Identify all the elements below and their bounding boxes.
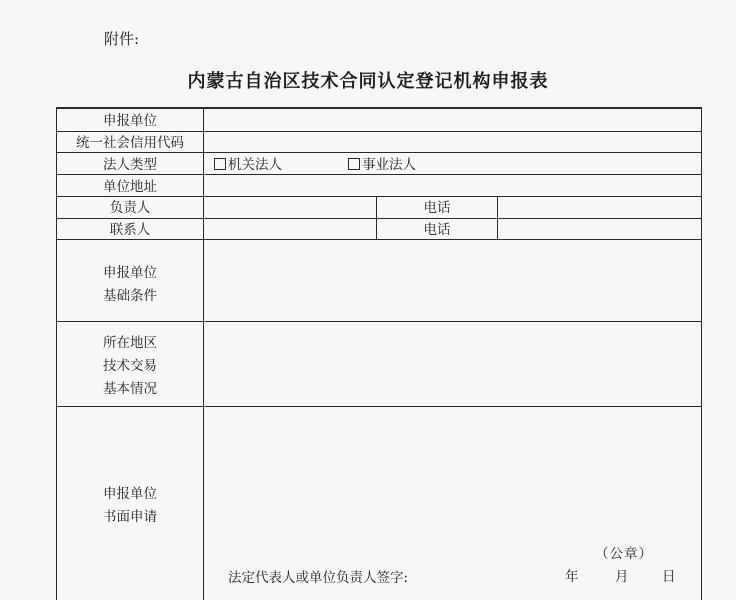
phone-label: 电话 bbox=[423, 200, 451, 216]
signature-label: 法定代表人或单位负责人签字: bbox=[228, 570, 409, 586]
address-label: 单位地址 bbox=[103, 179, 157, 195]
credit-code-label: 统一社会信用代码 bbox=[76, 135, 184, 151]
checkbox-icon[interactable] bbox=[348, 158, 360, 170]
label-line: 申报单位 bbox=[103, 486, 157, 502]
basic-conditions-label bbox=[57, 262, 203, 308]
contact-phone-field[interactable] bbox=[498, 219, 701, 239]
label-line: 所在地区 bbox=[103, 335, 157, 351]
legal-type-option-institution[interactable] bbox=[348, 155, 416, 175]
label-line: 技术交易 bbox=[103, 358, 157, 374]
person-in-charge-field[interactable] bbox=[204, 197, 376, 218]
legal-type-option-label: 机关法人 bbox=[228, 157, 282, 173]
year-label: 年 bbox=[565, 569, 579, 585]
applicant-label: 申报单位 bbox=[103, 113, 157, 129]
official-seal-label: （公章） bbox=[595, 546, 653, 562]
phone-label: 电话 bbox=[423, 222, 451, 238]
applicant-field[interactable] bbox=[204, 109, 701, 131]
label-line: 书面申请 bbox=[103, 509, 157, 525]
basic-conditions-field[interactable] bbox=[204, 240, 701, 321]
label-line: 基础条件 bbox=[103, 288, 157, 304]
contact-label: 联系人 bbox=[109, 222, 151, 238]
person-in-charge-phone-field[interactable] bbox=[498, 197, 701, 218]
legal-type-label: 法人类型 bbox=[103, 157, 157, 173]
written-application-label bbox=[57, 483, 203, 529]
month-label: 月 bbox=[615, 569, 629, 585]
regional-trade-field[interactable] bbox=[204, 322, 701, 406]
checkbox-icon[interactable] bbox=[214, 158, 226, 170]
form-title: 内蒙古自治区技术合同认定登记机构申报表 bbox=[187, 71, 549, 92]
written-application-field[interactable] bbox=[204, 407, 701, 537]
legal-type-option-government[interactable] bbox=[214, 155, 282, 175]
label-line: 基本情况 bbox=[103, 381, 157, 397]
person-in-charge-label: 负责人 bbox=[109, 200, 151, 216]
contact-field[interactable] bbox=[204, 219, 376, 239]
credit-code-field[interactable] bbox=[204, 132, 701, 152]
regional-trade-label bbox=[57, 332, 203, 401]
table-right-border bbox=[701, 107, 702, 600]
day-label: 日 bbox=[662, 569, 676, 585]
attachment-label: 附件: bbox=[104, 30, 140, 48]
legal-type-option-label: 事业法人 bbox=[362, 157, 416, 173]
address-field[interactable] bbox=[204, 175, 701, 196]
label-line: 申报单位 bbox=[103, 265, 157, 281]
